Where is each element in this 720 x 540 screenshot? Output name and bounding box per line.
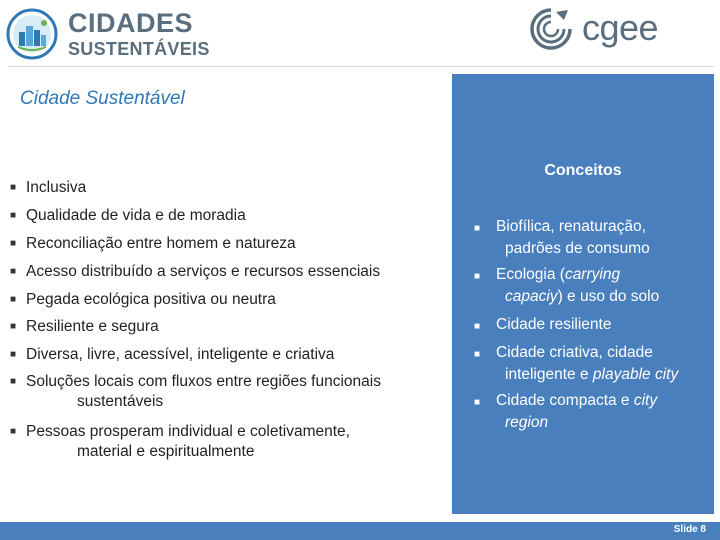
bullet-item: [10, 317, 450, 337]
bullet-marker-icon: ■: [474, 321, 481, 332]
city-badge-icon: [6, 8, 58, 60]
concept-text: Cidade criativa, cidade: [496, 344, 653, 361]
cgee-logo: [528, 6, 708, 56]
bullet-text: Acesso distribuído a serviços e recursos essenciais: [26, 263, 381, 280]
concept-text-continued: capaciy) e uso do solo: [505, 288, 660, 305]
concept-text-continued: padrões de consumo: [505, 240, 650, 257]
bullet-text-continued: material e espiritualmente: [77, 443, 255, 460]
concept-item: [474, 342, 712, 386]
concept-text: Cidade compacta e city: [496, 392, 658, 409]
concept-item: [474, 390, 712, 434]
bullet-text-continued: sustentáveis: [77, 393, 164, 410]
concept-item: [474, 314, 712, 336]
bullet-marker-icon: ■: [10, 294, 17, 305]
bullet-text: Pegada ecológica positiva ou neutra: [26, 291, 276, 308]
slide-title: Cidade Sustentável: [20, 88, 185, 109]
bullet-text: Resiliente e segura: [26, 318, 159, 335]
logo-line1: CIDADES: [68, 8, 194, 38]
footer-bar: [0, 522, 720, 540]
concept-item: [474, 216, 712, 260]
bullet-item: [10, 206, 450, 226]
concepts-panel: [452, 74, 714, 514]
bullet-marker-icon: ■: [10, 426, 17, 437]
bullet-marker-icon: ■: [474, 397, 481, 408]
concept-text: Biofílica, renaturação,: [496, 218, 646, 235]
panel-title: Conceitos: [544, 162, 622, 179]
slide-number: Slide 8: [673, 524, 706, 535]
bullet-marker-icon: ■: [474, 349, 481, 360]
bullet-marker-icon: ■: [10, 182, 17, 193]
bullet-marker-icon: ■: [10, 376, 17, 387]
concept-text-continued: region: [505, 414, 549, 431]
bullet-item: [10, 290, 450, 310]
bullet-item: [10, 234, 450, 254]
bullet-item: [10, 262, 450, 282]
cgee-swirl-icon: [528, 6, 574, 52]
concept-item: [474, 264, 712, 308]
concept-text-continued: inteligente e playable city: [505, 366, 679, 383]
bullet-marker-icon: ■: [474, 223, 481, 234]
bullet-marker-icon: ■: [474, 271, 481, 282]
header-divider: [8, 66, 714, 67]
bullet-marker-icon: ■: [10, 266, 17, 277]
bullet-item: [10, 422, 450, 462]
bullet-text: Soluções locais com fluxos entre regiões funcionais: [26, 373, 381, 390]
bullet-marker-icon: ■: [10, 210, 17, 221]
bullet-text: Diversa, livre, acessível, inteligente e criativa: [26, 346, 335, 363]
cidades-sustentaveis-logo: [6, 6, 210, 60]
concept-text: Ecologia (carrying: [496, 266, 621, 283]
bullet-text: Qualidade de vida e de moradia: [26, 207, 246, 224]
bullet-marker-icon: ■: [10, 321, 17, 332]
bullet-item: [10, 345, 450, 365]
bullet-text: Inclusiva: [26, 179, 87, 196]
bullet-text: Reconciliação entre homem e natureza: [26, 235, 296, 252]
bullet-text: Pessoas prosperam individual e coletivamente,: [26, 423, 350, 440]
bullet-item: [10, 178, 450, 198]
bullet-item: [10, 372, 450, 412]
logo-line2: SUSTENTÁVEIS: [68, 39, 210, 59]
cgee-wordmark: cgee: [582, 7, 659, 48]
concept-text: Cidade resiliente: [496, 316, 612, 333]
bullet-marker-icon: ■: [10, 349, 17, 360]
bullet-marker-icon: ■: [10, 238, 17, 249]
